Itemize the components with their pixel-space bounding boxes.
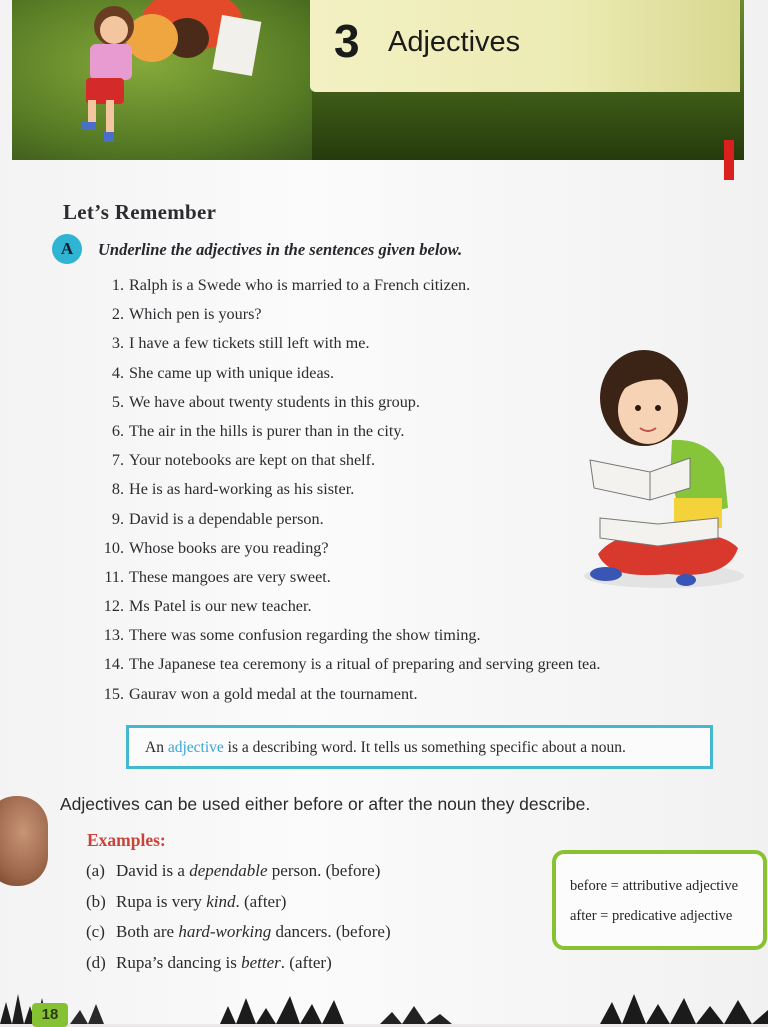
sentence-text: Gaurav won a gold medal at the tournament. (129, 684, 418, 703)
example-adjective: better (241, 952, 281, 972)
item-number: 11. (104, 567, 124, 586)
reading-girl-illustration (578, 348, 750, 590)
example-post: . (after) (280, 952, 332, 972)
definition-text (145, 739, 626, 757)
list-item (88, 623, 728, 652)
exercise-instruction: Underline the adjectives in the sentences given below. (98, 240, 463, 259)
example-adjective: dependable (189, 861, 268, 880)
sentence-text: There was some confusion regarding the show timing. (129, 626, 481, 645)
sentence-text: Your notebooks are kept on that shelf. (129, 451, 376, 470)
list-item (86, 950, 391, 981)
item-number: 6. (111, 421, 124, 440)
term-attributive: before = attributive adjective (570, 878, 739, 894)
item-number: 7. (111, 451, 124, 470)
grass-decoration (0, 984, 768, 1024)
edge-tab-marker (724, 140, 734, 180)
list-item (86, 889, 391, 920)
example-adjective: hard-working (178, 922, 272, 941)
item-number: 1. (111, 276, 124, 294)
sentence-text: She came up with unique ideas. (129, 363, 334, 382)
page-number: 18 (32, 1003, 68, 1027)
sentence-text: The air in the hills is purer than in the city. (129, 421, 405, 440)
definition-term: adjective (167, 739, 224, 756)
example-label: (c) (86, 922, 105, 941)
item-number: 13. (103, 626, 124, 645)
usage-note: Adjectives can be used either before or after the noun they describe. (60, 794, 591, 814)
exercise-badge: A (52, 234, 82, 264)
examples-list (86, 858, 391, 980)
children-illustration (42, 0, 302, 160)
sentence-text: The Japanese tea ceremony is a ritual of preparing and serving green tea. (129, 655, 601, 674)
example-pre: Rupa’s dancing is (116, 952, 242, 972)
chapter-title-panel (310, 0, 740, 92)
list-item (88, 302, 728, 331)
item-number: 14. (103, 655, 124, 674)
banner-grass-bottom (312, 90, 744, 160)
sentence-text: David is a dependable person. (129, 509, 324, 528)
chapter-number: 3 (334, 15, 360, 67)
example-label: (d) (86, 952, 106, 972)
term-predicative: after = predicative adjective (570, 908, 733, 924)
definition-box (126, 725, 713, 769)
definition-pre: An (145, 739, 168, 756)
example-pre: Both are (116, 922, 179, 941)
example-label: (b) (86, 891, 106, 911)
terms-box (552, 850, 767, 950)
list-item (86, 858, 391, 889)
list-item (86, 919, 391, 950)
item-number: 2. (111, 305, 124, 324)
example-pre: David is a (116, 861, 190, 880)
item-number: 9. (111, 509, 124, 528)
definition-post: is a describing word. It tells us something specific about a noun. (223, 739, 626, 756)
item-number: 3. (111, 334, 124, 353)
examples-heading: Examples: (87, 830, 166, 850)
list-item (88, 273, 728, 302)
item-number: 10. (103, 538, 124, 557)
section-title: Let’s Remember (63, 200, 217, 224)
list-item (88, 594, 728, 623)
item-number: 8. (111, 480, 124, 499)
example-post: person. (before) (267, 861, 381, 880)
sentence-text: He is as hard-working as his sister. (129, 480, 355, 499)
sentence-text: We have about twenty students in this group. (129, 392, 420, 411)
chapter-banner (12, 0, 744, 160)
example-pre: Rupa is very (116, 891, 207, 911)
item-number: 5. (111, 392, 124, 411)
example-post: dancers. (before) (271, 922, 391, 941)
list-item (88, 652, 728, 681)
example-post: . (after) (235, 891, 287, 911)
chapter-title: Adjectives (388, 26, 521, 58)
thumb-in-photo (0, 796, 48, 886)
item-number: 12. (103, 597, 124, 616)
example-label: (a) (86, 861, 105, 880)
sentence-text: I have a few tickets still left with me. (129, 334, 370, 353)
item-number: 4. (111, 363, 124, 382)
sentence-text: These mangoes are very sweet. (129, 567, 331, 586)
item-number: 15. (103, 684, 124, 703)
sentence-text: Whose books are you reading? (129, 538, 329, 557)
sentence-text: Ms Patel is our new teacher. (129, 597, 312, 616)
example-adjective: kind (206, 891, 236, 911)
list-item (88, 682, 728, 711)
sentence-text: Ralph is a Swede who is married to a French citizen. (129, 276, 471, 294)
sentence-text: Which pen is yours? (129, 305, 262, 324)
